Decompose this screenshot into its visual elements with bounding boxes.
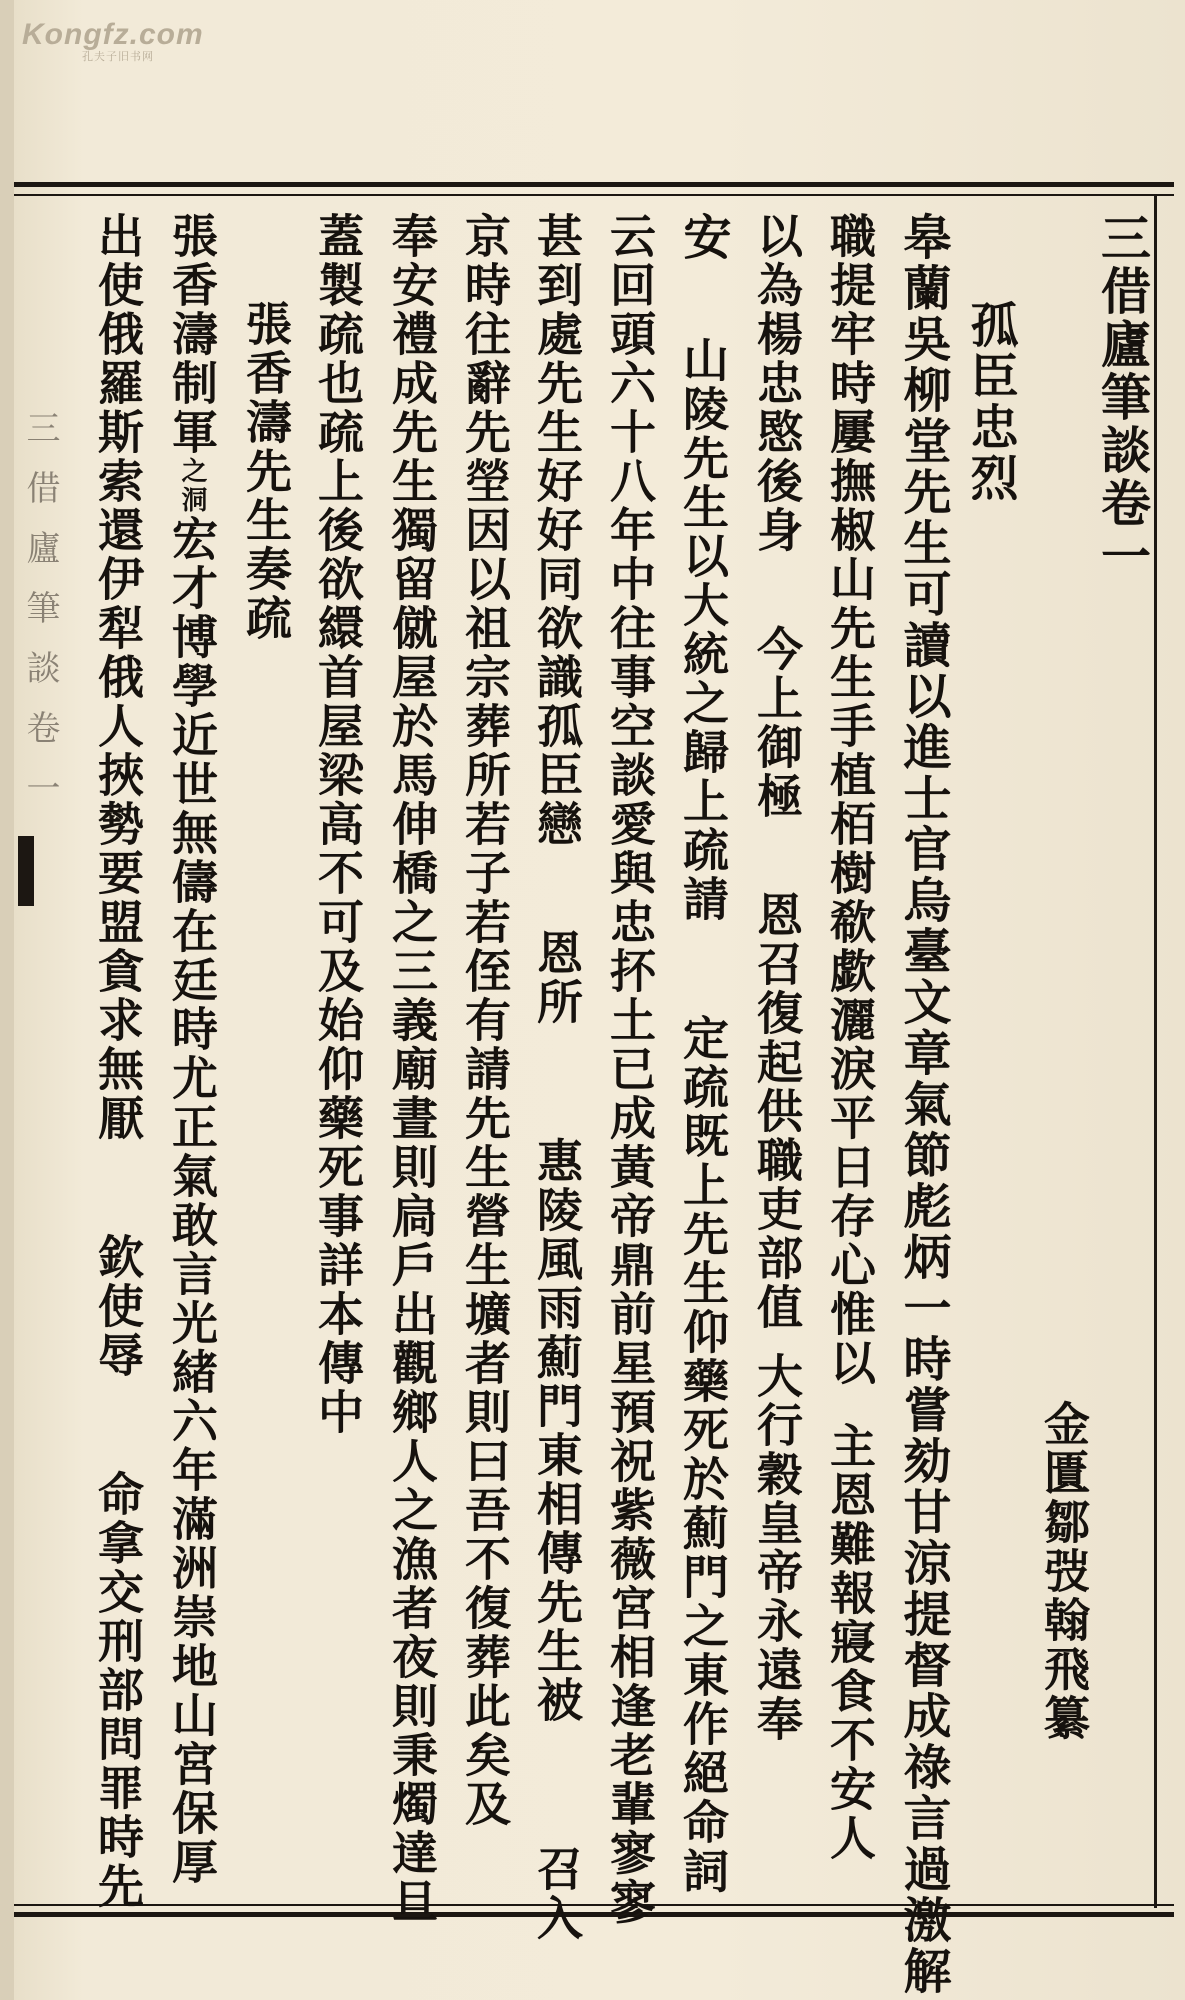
watermark-text: Kongfz.com — [22, 18, 204, 51]
text-segment: 定疏既上先生仰藥死於薊門之東作絕命詞 — [676, 1014, 730, 1896]
right-frame-line — [1154, 194, 1157, 1908]
text-segment-honorific: 命拿交刑部問罪時先 — [91, 1470, 145, 1911]
text-segment: 出使俄羅斯索還伊犁俄人挾勢要盟貪求無厭 — [91, 212, 145, 1143]
text-segment: 今上御極 — [750, 625, 804, 821]
watermark-logo — [22, 18, 204, 64]
text-column-5 — [673, 336, 733, 1896]
text-column-10: 蓋製疏也疏上後欲繯首屋梁高不可及始仰藥死事詳本傳中 — [311, 212, 365, 1437]
text-segment: 以為楊忠愍後身 — [750, 212, 804, 555]
note-small: 之洞 — [177, 457, 207, 515]
text-segment-honorific: 主恩難報寢食不安人 — [823, 1422, 877, 1863]
text-column-8: 京時往辭先塋因以祖宗葬所若子若侄有請先生營生壙者則曰吾不復葬此矣及 — [458, 212, 512, 1829]
fishtail-mark — [18, 836, 34, 906]
bottom-border-thick — [14, 1912, 1174, 1917]
section-heading-1: 孤臣忠烈 — [962, 300, 1018, 504]
book-title: 三借廬筆談卷一 — [1093, 212, 1152, 583]
facing-page-title-fragment: 三借廬筆談卷一 — [20, 410, 60, 830]
text-segment-honorific: 大行穀皇帝永遠奉 — [750, 1352, 804, 1744]
text-segment: 宏才博學近世無儔在廷時尤正氣敢言光緒六年滿洲崇地山宮保厚 — [165, 515, 219, 1887]
author-line: 金匱鄒弢翰飛纂 — [1037, 1400, 1091, 1743]
text-column-6: 云回頭六十八年中往事空談愛與忠抔土已成黃帝鼎前星預祝紫薇宮相逢老輩寥寥 — [603, 212, 657, 1927]
page-gutter — [0, 0, 14, 2000]
text-column-11 — [162, 212, 222, 1887]
watermark-subtext: 孔夫子旧书网 — [82, 51, 154, 63]
text-column-9: 奉安禮成先生獨留僦屋於馬伸橋之三義廟晝則扃戶出觀鄉人之漁者夜則秉燭達旦 — [385, 212, 439, 1927]
text-segment: 恩召復起供職吏部值 — [750, 891, 804, 1332]
text-segment: 張香濤制軍 — [165, 212, 219, 457]
text-column-12 — [88, 212, 148, 1911]
text-column-3 — [747, 212, 807, 1744]
text-column-1: 皋蘭吳柳堂先生可讀以進士官烏臺文章氣節彪炳一時嘗劾甘涼提督成祿言過激解 — [895, 212, 951, 1997]
text-segment: 恩所 — [530, 929, 584, 1027]
text-segment: 山陵先生以大統之歸上疏請 — [676, 336, 730, 924]
bottom-border-thin — [14, 1904, 1174, 1906]
text-segment: 惠陵風雨薊門東相傳先生被 — [530, 1137, 584, 1725]
top-border-thick — [14, 182, 1174, 187]
text-column-2 — [820, 212, 880, 1863]
section-heading-2: 張香濤先生奏疏 — [239, 300, 293, 643]
facing-page-strip — [14, 196, 60, 1904]
top-border-thin — [14, 194, 1174, 196]
text-segment: 欽使辱 — [91, 1233, 145, 1380]
text-segment: 甚到處先生好好同欲識孤臣戀 — [530, 212, 584, 849]
text-segment: 職提牢時屢撫椒山先生手植栢樹欷歔灑淚平日存心惟以 — [823, 212, 877, 1388]
text-column-7 — [527, 212, 587, 1943]
text-column-4: 安 — [675, 212, 731, 263]
text-segment: 召入 — [530, 1845, 584, 1943]
